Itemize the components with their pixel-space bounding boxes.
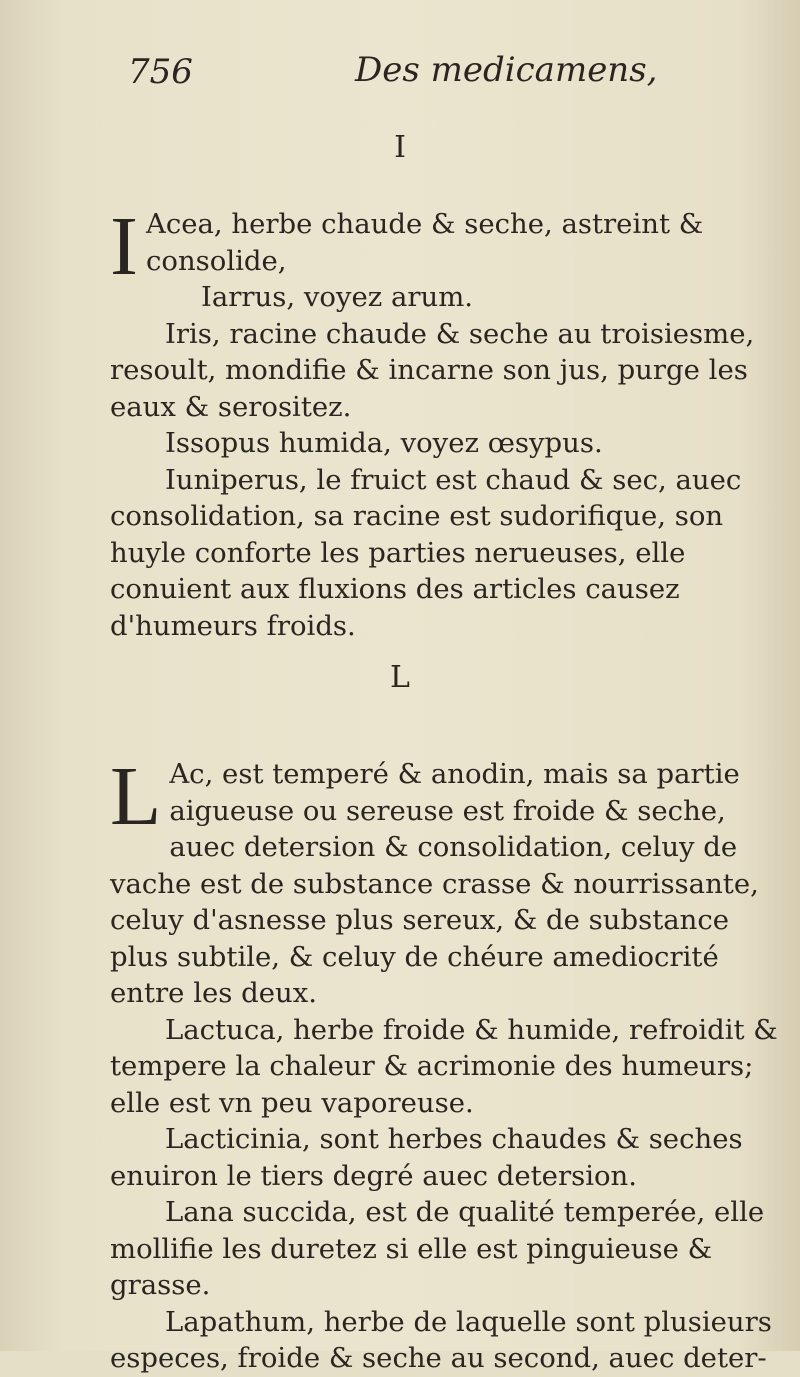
section-l-body bbox=[110, 750, 790, 1377]
running-title: Des medicamens, bbox=[355, 50, 658, 90]
entry-lapathum: Lapathum, herbe de laquelle sont plusieurs especes, froide & seche au second, auec deter- bbox=[110, 1305, 772, 1374]
entry-iacea bbox=[110, 200, 790, 293]
page-number: 756 bbox=[128, 52, 193, 92]
entry-text: Acea, herbe chaude & seche, astreint & consolide, bbox=[145, 208, 704, 277]
section-heading-l: L bbox=[390, 660, 410, 695]
entry-lana-succida: Lana succida, est de qualité temperée, elle mollifie les duretez si elle est pinguieuse & grasse. bbox=[110, 1196, 765, 1301]
entry-text: Ac, est temperé & anodin, mais sa partie aigueuse ou sereuse est froide & seche, auec detersion & consolidation, celuy de vache est de substance crasse & nourrissante, celuy d'asnesse plus sereux, & de substance plus subtile, & celuy de chéure amediocrité entre les deux. bbox=[110, 758, 759, 1009]
entry-lactuca: Lactuca, herbe froide & humide, refroidit & tempere la chaleur & acrimonie des humeurs; elle est vn peu vaporeuse. bbox=[110, 1013, 778, 1119]
entry-iris: Iris, racine chaude & seche au troisiesme, resoult, mondifie & incarne son jus, purge les eaux & serositez. bbox=[110, 317, 755, 423]
section-i-body bbox=[110, 200, 790, 644]
dropcap-i: I bbox=[110, 200, 138, 293]
entry-lac bbox=[110, 750, 790, 1012]
dropcap-l: L bbox=[110, 750, 162, 843]
entry-lacticinia: Lacticinia, sont herbes chaudes & seches enuiron le tiers degré auec detersion. bbox=[110, 1123, 743, 1192]
entry-iarrus: Iarrus, voyez arum. bbox=[200, 281, 474, 313]
entry-iuniperus: Iuniperus, le fruict est chaud & sec, auec consolidation, sa racine est sudorifique, son huyle conforte les parties nerueuses, elle conuient aux fluxions des articles causez d'humeurs froids. bbox=[110, 463, 742, 642]
entry-issopus: Issopus humida, voyez œsypus. bbox=[165, 427, 603, 459]
section-heading-i: I bbox=[394, 130, 406, 165]
